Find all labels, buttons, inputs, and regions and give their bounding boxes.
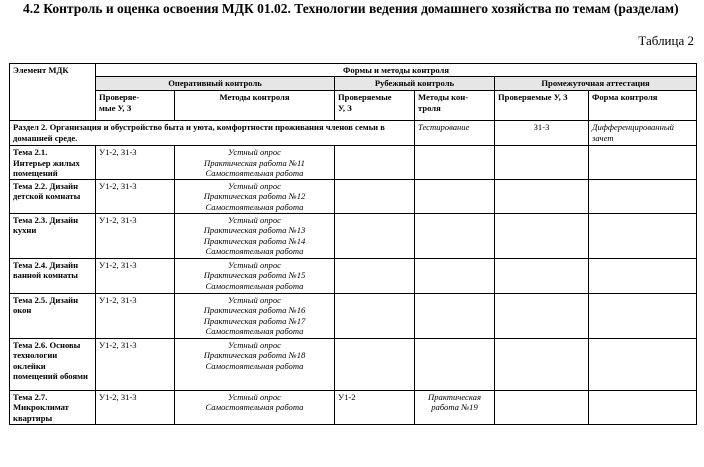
milestone-checked-cell [335, 294, 415, 339]
intermediate-form-cell [589, 146, 697, 180]
table-label: Таблица 2 [638, 33, 694, 48]
method-item: Практическая работа №17 [203, 315, 306, 326]
table-row [10, 339, 697, 391]
method-item: Самостоятельная работа [205, 360, 304, 371]
method-item: Практическая работа №11 [204, 157, 305, 168]
methods-cell [175, 294, 335, 339]
milestone-methods-cell [415, 339, 495, 391]
section-form: Дифференцированный зачет [589, 121, 697, 146]
table-row [10, 391, 697, 425]
milestone-checked-cell [335, 146, 415, 180]
topic-cell: Тема 2.3. Дизайн кухни [10, 214, 96, 259]
method-item: Практическая работа №16 [203, 305, 306, 316]
topic-cell: Тема 2.1. Интерьер жилых помещений [10, 146, 96, 180]
method-item: Устный опрос [228, 147, 281, 158]
method-item: Самостоятельная работа [205, 201, 304, 212]
milestone-methods-cell: Практическая работа №19 [415, 391, 495, 425]
table-row [10, 259, 697, 294]
method-item: Самостоятельная работа [205, 325, 304, 336]
milestone-checked-cell [335, 259, 415, 294]
methods-cell [175, 180, 335, 214]
milestone-methods-cell [415, 146, 495, 180]
intermediate-checked-cell [495, 391, 589, 425]
milestone-checked-cell [335, 180, 415, 214]
milestone-methods-cell [415, 294, 495, 339]
method-item: Устный опрос [228, 295, 281, 306]
methods-cell [175, 146, 335, 180]
method-item: Устный опрос [228, 260, 281, 271]
checked-cell: У1-2, З1-3 [96, 391, 175, 425]
section-method: Тестирование [415, 121, 495, 146]
checked-cell: У1-2, З1-3 [96, 259, 175, 294]
header-checked-1: Проверяе- мые У, З [96, 91, 175, 121]
header-methods-2: Методы кон- троля [415, 91, 495, 121]
intermediate-form-cell [589, 180, 697, 214]
method-item: Самостоятельная работа [205, 280, 304, 291]
method-item: Самостоятельная работа [205, 167, 304, 178]
intermediate-form-cell [589, 294, 697, 339]
topic-cell: Тема 2.2. Дизайн детской комнаты [10, 180, 96, 214]
method-item: Практическая работа №12 [203, 191, 306, 202]
method-item: Устный опрос [228, 181, 281, 192]
method-item: Устный опрос [228, 215, 281, 226]
intermediate-checked-cell [495, 180, 589, 214]
intermediate-form-cell [589, 391, 697, 425]
topic-cell: Тема 2.4. Дизайн ванной комнаты [10, 259, 96, 294]
milestone-methods-cell [415, 180, 495, 214]
intermediate-checked-cell [495, 214, 589, 259]
checked-cell: У1-2, З1-3 [96, 214, 175, 259]
method-item: Практическая работа №15 [203, 270, 306, 281]
method-item: Практическая работа №18 [203, 350, 306, 361]
intermediate-checked-cell [495, 294, 589, 339]
header-checked-3: Проверяемые У, З [495, 91, 589, 121]
intermediate-form-cell [589, 259, 697, 294]
header-operative: Оперативный контроль [96, 77, 335, 91]
intermediate-checked-cell [495, 259, 589, 294]
milestone-checked-cell [335, 339, 415, 391]
header-form-control: Форма контроля [589, 91, 697, 121]
page-heading: 4.2 Контроль и оценка освоения МДК 01.02. Технологии ведения домашнего хозяйства по темам (разделам) [23, 1, 679, 16]
checked-cell: У1-2, З1-3 [96, 180, 175, 214]
checked-cell: У1-2, З1-3 [96, 146, 175, 180]
methods-cell [175, 391, 335, 425]
intermediate-checked-cell [495, 339, 589, 391]
intermediate-form-cell [589, 214, 697, 259]
intermediate-checked-cell [495, 146, 589, 180]
topic-cell: Тема 2.5. Дизайн окон [10, 294, 96, 339]
method-item: Практическая работа №14 [203, 235, 306, 246]
table-row [10, 180, 697, 214]
methods-cell [175, 339, 335, 391]
section-checked: З1-3 [495, 121, 589, 146]
milestone-methods-cell [415, 214, 495, 259]
header-intermediate: Промежуточная аттестация [495, 77, 697, 91]
header-checked-2: Проверяемые У, З [335, 91, 415, 121]
table-row [10, 146, 697, 180]
header-forms-methods: Формы и методы контроля [96, 64, 697, 77]
header-element: Элемент МДК [10, 64, 96, 121]
method-item: Практическая работа №13 [203, 225, 306, 236]
method-item: Устный опрос [228, 392, 281, 403]
milestone-checked-cell: У1-2 [335, 391, 415, 425]
methods-cell [175, 259, 335, 294]
checked-cell: У1-2, З1-3 [96, 339, 175, 391]
milestone-methods-cell [415, 259, 495, 294]
section-title: Раздел 2. Организация и обустройство быта и уюта, комфортности проживания членов семьи в домашней среде. [10, 121, 415, 146]
header-milestone: Рубежный контроль [335, 77, 495, 91]
checked-cell: У1-2, З1-3 [96, 294, 175, 339]
method-item: Самостоятельная работа [205, 245, 304, 256]
method-item: Устный опрос [228, 340, 281, 351]
control-table [9, 63, 697, 425]
table-row [10, 294, 697, 339]
method-item: Самостоятельная работа [205, 402, 304, 413]
topic-cell: Тема 2.7. Микроклимат квартиры [10, 391, 96, 425]
milestone-checked-cell [335, 214, 415, 259]
table-row [10, 214, 697, 259]
header-methods: Методы контроля [175, 91, 335, 121]
methods-cell [175, 214, 335, 259]
topic-cell: Тема 2.6. Основы технологии оклейки помещений обоями [10, 339, 96, 391]
intermediate-form-cell [589, 339, 697, 391]
